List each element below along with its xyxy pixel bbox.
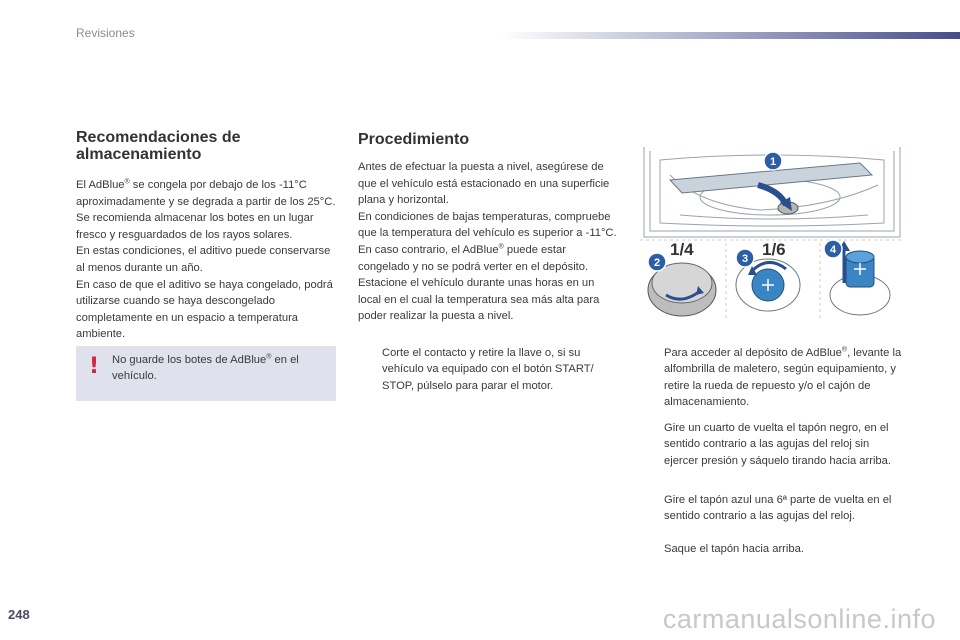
badge-4 (824, 240, 842, 258)
badge-2 (648, 253, 666, 271)
storage-body (76, 177, 338, 343)
storage-heading: Recomendaciones de almacenamiento (76, 129, 241, 163)
exclamation-icon: ! (89, 354, 100, 379)
procedure-paragraph-1: Antes de efectuar la puesta a nivel, asegúrese de que el vehículo está estacionado en una superficie plana y horizontal. (358, 161, 610, 207)
storage-paragraph-1: El AdBlue® se congela por debajo de los -11°C aproximadamente y se degrada a partir de los 25°C. Se recomienda almacenar los botes en un lugar fresco y resguardados de los rayos solares. (76, 178, 336, 241)
procedure-paragraph-2: En condiciones de bajas temperaturas, compruebe que la temperatura del vehículo es superior a -11°C. En caso contrario, el AdBlue® puede estar congelado y no se podrá verter en el depósito. Estacione el vehículo durante unas horas en un local en el cual la temperatura sea más alta para poder realizar la puesta a nivel. (358, 210, 617, 323)
badge-1 (764, 152, 782, 170)
warning-box (76, 346, 336, 401)
label-sixth-turn: 1/6 (762, 240, 786, 259)
svg-text:2: 2 (653, 257, 661, 269)
label-quarter-turn: 1/4 (670, 240, 694, 259)
warning-text: No guarde los botes de AdBlue® en el vehículo. (112, 353, 299, 382)
watermark: carmanualsonline.info (662, 604, 936, 634)
storage-paragraph-2: En estas condiciones, el aditivo puede conservarse al menos durante un año. (76, 245, 331, 274)
storage-section (76, 129, 338, 343)
step-5: Saque el tapón hacia arriba. (664, 543, 804, 555)
badge-3 (736, 249, 754, 267)
svg-text:1: 1 (769, 156, 777, 168)
procedure-section (358, 131, 620, 325)
step-1: Corte el contacto y retire la llave o, si su vehículo va equipado con el botón START/ STOP, púlselo para parar el motor. (382, 347, 594, 392)
step-2: Para acceder al depósito de AdBlue®, levante la alfombrilla de maletero, según equipamiento, y retire la rueda de repuesto y/o el cajón de almacenamiento. (664, 346, 902, 408)
procedure-heading: Procedimiento (358, 131, 470, 148)
storage-paragraph-3: En caso de que el aditivo se haya congelado, podrá utilizarse cuando se haya descongelado completamente en un espacio a temperatura ambiente. (76, 278, 333, 341)
step-3: Gire un cuarto de vuelta el tapón negro, en el sentido contrario a las agujas del reloj sin ejercer presión y sáquelo tirando hacia arriba. (664, 422, 891, 467)
header-rule (500, 32, 960, 39)
procedure-body (358, 159, 620, 325)
step-4: Gire el tapón azul una 6ª parte de vuelta en el sentido contrario a las agujas del reloj. (664, 494, 892, 523)
adblue-refill-illustration (640, 145, 904, 320)
page-header-title: Revisiones (76, 26, 135, 40)
page-number: 248 (8, 607, 30, 622)
svg-text:3: 3 (741, 253, 749, 265)
svg-text:4: 4 (829, 244, 837, 256)
